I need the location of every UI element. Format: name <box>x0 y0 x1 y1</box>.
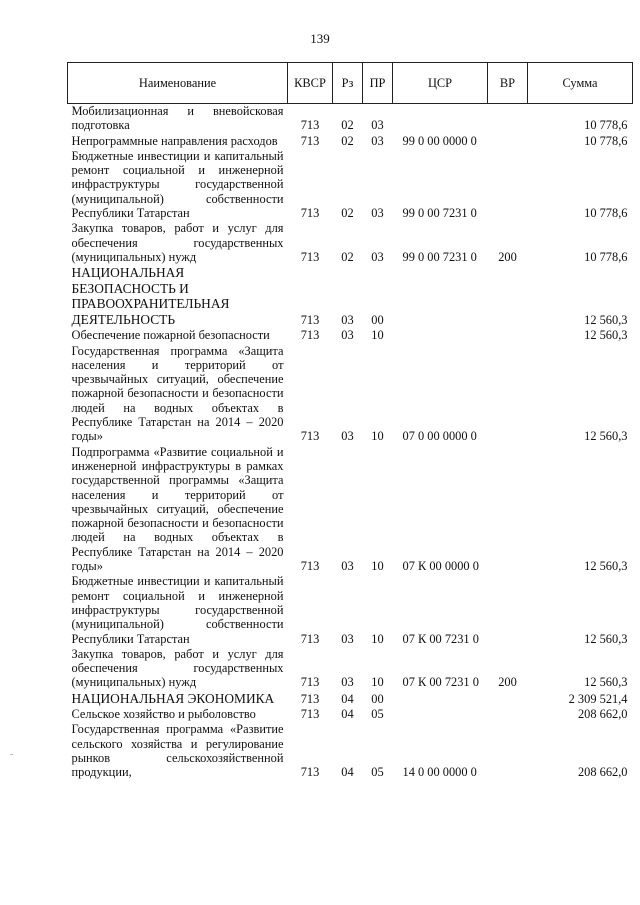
cell-kvsr: 713 <box>300 206 320 221</box>
cell-vr: 200 <box>498 675 517 690</box>
cell-name: Мобилизационная и вневойсковая подготовка <box>71 104 284 133</box>
cell-sum: 10 778,6 <box>584 118 628 133</box>
table-row <box>68 149 633 221</box>
column-header-sum: Сумма <box>528 63 633 104</box>
table-row <box>68 104 633 134</box>
cell-name: Непрограммные направления расходов <box>71 133 278 148</box>
cell-rz: 03 <box>341 429 354 444</box>
table-row <box>68 344 633 445</box>
cell-kvsr: 713 <box>300 328 320 343</box>
cell-name: Закупка товаров, работ и услуг для обеспечения государственных (муниципальных) нужд <box>71 221 284 264</box>
table-header <box>68 63 633 104</box>
column-header-csr: ЦСР <box>393 63 488 104</box>
cell-rz: 02 <box>341 249 354 264</box>
cell-pr: 03 <box>371 206 384 221</box>
cell-sum: 10 778,6 <box>584 206 628 221</box>
cell-kvsr: 713 <box>300 133 320 148</box>
cell-csr: 99 0 00 0000 0 <box>402 133 477 148</box>
cell-vr <box>488 707 528 722</box>
cell-name: Подпрограмма «Развитие социальной и инженерной инфраструктуры в рамках государственной программы «Защита населения и территорий от чрезвычайных ситуаций, обеспечение пожарной безопасности и безопасности людей на водных объектах в Республике Татарстан на 2014 – 2020 годы» <box>71 444 284 574</box>
table-row <box>68 134 633 149</box>
cell-csr: 99 0 00 7231 0 <box>402 249 477 264</box>
cell-sum: 10 778,6 <box>584 133 628 148</box>
cell-sum: 10 778,6 <box>584 249 628 264</box>
cell-sum: 12 560,3 <box>584 559 628 574</box>
table-row <box>68 574 633 646</box>
table-row <box>68 328 633 343</box>
cell-csr <box>393 104 488 134</box>
table-row <box>68 691 633 708</box>
cell-pr: 10 <box>371 675 384 690</box>
cell-csr: 07 0 00 0000 0 <box>402 429 477 444</box>
cell-rz: 02 <box>341 206 354 221</box>
scan-mark <box>10 754 13 755</box>
cell-pr: 03 <box>371 118 384 133</box>
cell-vr: 200 <box>498 249 517 264</box>
table-row <box>68 707 633 722</box>
cell-vr <box>488 691 528 708</box>
cell-kvsr: 713 <box>300 707 320 722</box>
cell-csr: 99 0 00 7231 0 <box>402 206 477 221</box>
cell-pr: 03 <box>371 133 384 148</box>
cell-rz: 03 <box>341 675 354 690</box>
cell-name: Сельское хозяйство и рыболовство <box>71 707 256 722</box>
cell-vr <box>488 104 528 134</box>
cell-pr: 03 <box>371 249 384 264</box>
cell-pr: 05 <box>371 765 384 780</box>
cell-kvsr: 713 <box>300 249 320 264</box>
cell-kvsr: 713 <box>300 118 320 133</box>
cell-rz: 03 <box>341 631 354 646</box>
column-header-kvsr: КВСР <box>288 63 333 104</box>
cell-vr <box>488 149 528 221</box>
column-header-rz: Рз <box>333 63 363 104</box>
cell-pr: 05 <box>371 707 384 722</box>
cell-rz: 02 <box>341 118 354 133</box>
cell-sum: 208 662,0 <box>577 707 628 722</box>
cell-csr <box>393 707 488 722</box>
column-header-name: Наименование <box>68 63 288 104</box>
cell-pr: 00 <box>371 312 384 327</box>
cell-name: НАЦИОНАЛЬНАЯ ЭКОНОМИКА <box>71 690 275 706</box>
cell-kvsr: 713 <box>300 559 320 574</box>
cell-vr <box>488 722 528 780</box>
cell-sum: 12 560,3 <box>584 312 628 327</box>
cell-name: Обеспечение пожарной безопасности <box>71 328 270 343</box>
cell-rz: 02 <box>341 133 354 148</box>
cell-sum: 12 560,3 <box>584 429 628 444</box>
cell-kvsr: 713 <box>300 765 320 780</box>
cell-name: НАЦИОНАЛЬНАЯ БЕЗОПАСНОСТЬ И ПРАВООХРАНИТЕЛЬНАЯ ДЕЯТЕЛЬНОСТЬ <box>71 265 230 327</box>
cell-csr <box>393 328 488 343</box>
cell-pr: 10 <box>371 328 384 343</box>
cell-csr: 14 0 00 0000 0 <box>402 765 477 780</box>
cell-name: Закупка товаров, работ и услуг для обеспечения государственных (муниципальных) нужд <box>71 646 284 690</box>
cell-pr: 10 <box>371 631 384 646</box>
cell-csr: 07 К 00 7231 0 <box>402 631 479 646</box>
cell-rz: 04 <box>341 765 354 780</box>
cell-kvsr: 713 <box>300 691 320 706</box>
table-row <box>68 647 633 691</box>
cell-pr: 10 <box>371 429 384 444</box>
cell-vr <box>488 265 528 328</box>
cell-name: Бюджетные инвестиции и капитальный ремонт социальной и инженерной инфраструктуры государственной (муниципальной) собственности Республики Татарстан <box>71 148 284 221</box>
cell-vr <box>488 445 528 575</box>
cell-name: Государственная программа «Развитие сельского хозяйства и регулирование рынков сельскохозяйственной продукции, <box>71 722 284 780</box>
cell-rz: 03 <box>341 559 354 574</box>
cell-sum: 12 560,3 <box>584 675 628 690</box>
table-row <box>68 445 633 575</box>
cell-rz: 04 <box>341 691 354 706</box>
cell-sum: 12 560,3 <box>584 328 628 343</box>
cell-csr <box>393 265 488 328</box>
cell-vr <box>488 134 528 149</box>
table-row <box>68 265 633 328</box>
cell-rz: 03 <box>341 312 354 327</box>
cell-rz: 04 <box>341 707 354 722</box>
cell-kvsr: 713 <box>300 631 320 646</box>
column-header-pr: ПР <box>363 63 393 104</box>
page-number: 139 <box>310 31 330 46</box>
cell-name: Государственная программа «Защита населения и территорий от чрезвычайных ситуаций, обеспечение пожарной безопасности и безопасности людей на водных объектах в Республике Татарстан на 2014 – 2020 годы» <box>71 343 284 444</box>
cell-sum: 208 662,0 <box>577 765 628 780</box>
table-row <box>68 221 633 265</box>
cell-vr <box>488 328 528 343</box>
cell-csr: 07 К 00 0000 0 <box>402 559 479 574</box>
cell-sum: 12 560,3 <box>584 631 628 646</box>
cell-kvsr: 713 <box>300 312 320 327</box>
cell-pr: 10 <box>371 559 384 574</box>
cell-rz: 03 <box>341 328 354 343</box>
table-body <box>68 104 633 781</box>
budget-table <box>67 62 633 781</box>
cell-kvsr: 713 <box>300 429 320 444</box>
table-row <box>68 722 633 780</box>
cell-name: Бюджетные инвестиции и капитальный ремонт социальной и инженерной инфраструктуры государственной (муниципальной) собственности Республики Татарстан <box>71 574 284 646</box>
cell-kvsr: 713 <box>300 675 320 690</box>
cell-vr <box>488 344 528 445</box>
cell-csr <box>393 691 488 708</box>
cell-sum: 2 309 521,4 <box>568 691 628 706</box>
cell-csr: 07 К 00 7231 0 <box>402 675 479 690</box>
cell-pr: 00 <box>371 691 384 706</box>
cell-vr <box>488 574 528 646</box>
column-header-vr: ВР <box>488 63 528 104</box>
